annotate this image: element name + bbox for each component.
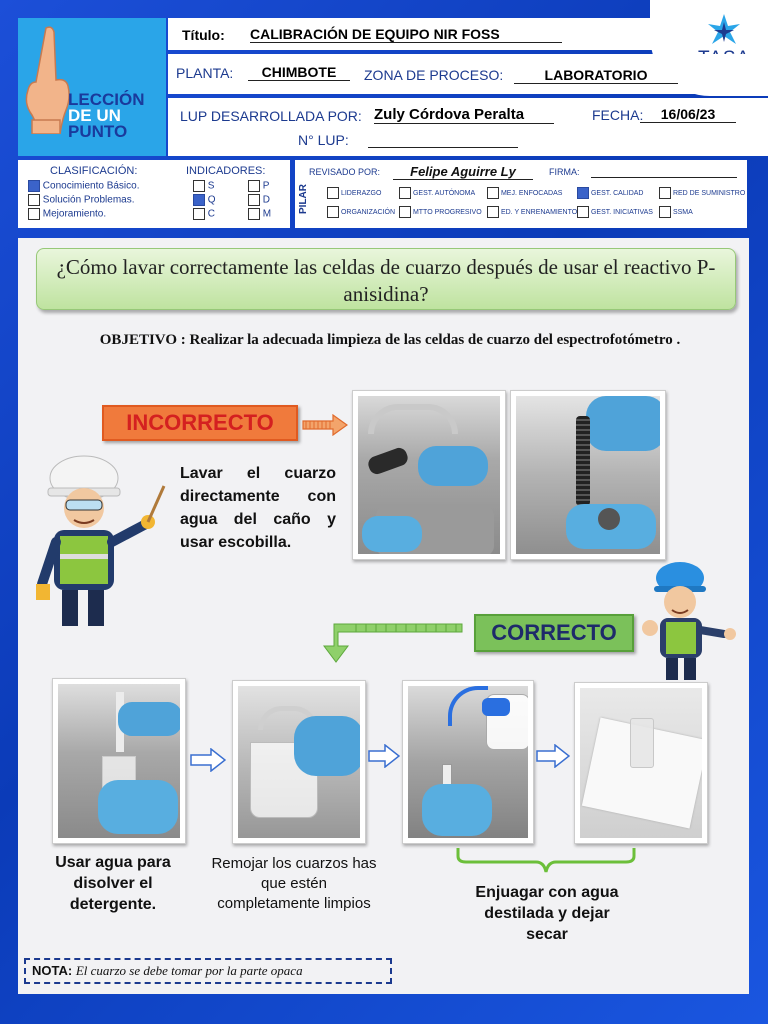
checkbox[interactable] xyxy=(327,187,339,199)
glove-shape xyxy=(422,784,492,836)
indicator-item[interactable] xyxy=(193,180,214,192)
note-label: NOTA: xyxy=(32,963,73,978)
pillar-item[interactable] xyxy=(327,187,381,199)
pillar-panel xyxy=(295,160,747,228)
glove-shape xyxy=(98,780,178,834)
glove-shape xyxy=(362,516,422,552)
brush-shape xyxy=(576,416,590,506)
lup-author-value: Zuly Córdova Peralta xyxy=(374,106,554,124)
plant-label: PLANTA: xyxy=(176,65,234,81)
signature-line xyxy=(591,164,737,178)
checkbox[interactable] xyxy=(659,206,671,218)
logo-line-2: DE UN xyxy=(68,106,121,125)
photo-step-2 xyxy=(232,680,366,844)
checkbox[interactable] xyxy=(577,206,589,218)
step-2-caption: Remojar los cuarzos has que estén completamente limpios xyxy=(211,855,377,912)
photo-step-1 xyxy=(52,678,186,844)
date-label: FECHA: xyxy=(592,107,644,123)
checkbox[interactable] xyxy=(487,206,499,218)
arrow-right-icon xyxy=(302,414,348,436)
pillar-item[interactable] xyxy=(327,206,395,218)
pillar-item-label: MTTO PROGRESIVO xyxy=(412,208,482,216)
photo-image xyxy=(58,684,180,838)
arrow-right-icon xyxy=(190,748,226,772)
pillar-item[interactable] xyxy=(659,206,693,218)
worker-thumbs-up-illustration xyxy=(640,558,740,682)
checkbox-checked[interactable] xyxy=(28,180,40,192)
lup-logo xyxy=(18,18,166,156)
checkbox[interactable] xyxy=(248,208,260,220)
brush-shape xyxy=(366,446,410,477)
photo-image xyxy=(408,686,528,838)
indicators-title: INDICADORES: xyxy=(186,165,266,177)
arrow-right-icon xyxy=(368,744,400,768)
photo-step-3 xyxy=(402,680,534,844)
pillar-item-label: ED. Y ENRENAMIENTO xyxy=(500,208,578,216)
plant-row xyxy=(168,54,768,94)
pillar-item-label: MEJ. ENFOCADAS xyxy=(500,189,563,197)
checkbox-checked[interactable] xyxy=(577,187,589,199)
reviewed-by-value: Felipe Aguirre Ly xyxy=(393,164,533,180)
logo-text xyxy=(68,92,145,140)
question-banner: ¿Cómo lavar correctamente las celdas de cuarzo después de usar el reactivo P-anisidina? xyxy=(36,248,736,310)
reviewed-by-label: REVISADO POR: xyxy=(309,167,381,177)
worker-pointing-illustration xyxy=(34,450,170,630)
checkbox[interactable] xyxy=(659,187,671,199)
classification-item[interactable] xyxy=(28,208,106,220)
checkbox[interactable] xyxy=(327,206,339,218)
note-text: El cuarzo se debe tomar por la parte opaca xyxy=(75,963,303,978)
arrow-right-icon xyxy=(536,744,570,768)
checkbox[interactable] xyxy=(399,206,411,218)
pillar-item-label: ORGANIZACIÓN xyxy=(340,208,396,216)
zone-label: ZONA DE PROCESO: xyxy=(364,67,504,83)
pillar-item[interactable] xyxy=(659,187,745,199)
pillar-item[interactable] xyxy=(399,206,482,218)
lup-number-label: N° LUP: xyxy=(298,132,349,148)
zone-value: LABORATORIO xyxy=(514,67,678,84)
indicator-item[interactable] xyxy=(248,180,269,192)
indicator-item[interactable] xyxy=(248,194,270,206)
drain-shape xyxy=(598,508,620,530)
step-1-caption: Usar agua para disolver el detergente. xyxy=(55,854,171,913)
pillar-item-label: GEST. AUTÓNOMA xyxy=(412,189,476,197)
logo-line-3: PUNTO xyxy=(68,122,128,141)
bracket-icon xyxy=(454,846,640,880)
title-label: Título: xyxy=(182,27,225,43)
faucet-shape xyxy=(368,404,458,434)
incorrect-label: INCORRECTO xyxy=(102,405,298,441)
glove-shape xyxy=(586,396,660,451)
classification-label: Mejoramiento. xyxy=(42,208,107,220)
step-3-caption: Enjuagar con agua destilada y dejar secar xyxy=(475,884,619,943)
date-value: 16/06/23 xyxy=(640,106,736,123)
photo-incorrect-brush xyxy=(510,390,666,560)
photo-incorrect-faucet xyxy=(352,390,506,560)
checkbox[interactable] xyxy=(248,194,260,206)
bottle-tube-shape xyxy=(448,686,488,726)
plant-value: CHIMBOTE xyxy=(248,64,350,81)
checkbox[interactable] xyxy=(248,180,260,192)
indicator-item[interactable] xyxy=(193,194,216,206)
indicator-label: C xyxy=(207,208,216,220)
lup-row xyxy=(168,98,768,156)
photo-step-4 xyxy=(574,682,708,844)
correct-label: CORRECTO xyxy=(474,614,634,652)
quartz-cell-shape xyxy=(630,718,654,768)
classification-panel xyxy=(18,160,290,228)
signature-label: FIRMA: xyxy=(549,167,580,177)
pillar-item-label: GEST. CALIDAD xyxy=(590,189,644,197)
indicator-item[interactable] xyxy=(248,208,271,220)
photo-image xyxy=(580,688,702,838)
pillar-item-label: SSMA xyxy=(672,208,693,216)
classification-title: CLASIFICACIÓN: xyxy=(50,165,138,177)
checkbox[interactable] xyxy=(28,194,40,206)
checkbox[interactable] xyxy=(28,208,40,220)
photo-image xyxy=(358,396,500,554)
indicator-label: P xyxy=(262,180,270,192)
checkbox[interactable] xyxy=(399,187,411,199)
photo-image xyxy=(516,396,660,554)
classification-label: Solución Problemas. xyxy=(42,194,135,206)
pillar-item-label: RED DE SUMINISTRO xyxy=(672,189,746,197)
pillar-item-label: LIDERAZGO xyxy=(340,189,382,197)
objective-text: OBJETIVO : Realizar la adecuada limpieza de las celdas de cuarzo del espectrofotómetro . xyxy=(99,332,681,348)
glove-shape xyxy=(118,702,180,736)
checkbox[interactable] xyxy=(193,208,205,220)
arrow-down-icon xyxy=(316,620,464,664)
pillar-item[interactable] xyxy=(487,187,562,199)
checkbox[interactable] xyxy=(193,180,205,192)
glove-shape xyxy=(418,446,488,486)
pillar-item[interactable] xyxy=(399,187,475,199)
photo-image xyxy=(238,686,360,838)
checkbox-checked[interactable] xyxy=(193,194,205,206)
incorrect-description: Lavar el cuarzo directamente con agua del caño y usar escobilla. xyxy=(180,465,336,551)
note-box xyxy=(24,958,392,984)
indicator-label: M xyxy=(262,208,272,220)
indicator-label: Q xyxy=(207,194,216,206)
indicator-label: D xyxy=(262,194,271,206)
indicator-label: S xyxy=(207,180,215,192)
logo-line-1: LECCIÓN xyxy=(68,90,145,109)
indicator-item[interactable] xyxy=(193,208,215,220)
pillar-item-label: GEST. INICIATIVAS xyxy=(590,208,653,216)
pillar-item[interactable] xyxy=(577,187,643,199)
checkbox[interactable] xyxy=(487,187,499,199)
pillar-item[interactable] xyxy=(577,206,653,218)
classification-item[interactable] xyxy=(28,194,135,206)
pillar-item[interactable] xyxy=(487,206,577,218)
classification-item[interactable] xyxy=(28,180,140,192)
lup-author-label: LUP DESARROLLADA POR: xyxy=(180,108,362,124)
title-value: CALIBRACIÓN DE EQUIPO NIR FOSS xyxy=(250,26,562,43)
tasa-star-icon xyxy=(706,12,742,48)
classification-label: Conocimiento Básico. xyxy=(42,180,140,192)
glove-shape xyxy=(294,716,360,776)
pillar-label: PILAR xyxy=(298,184,309,214)
title-row xyxy=(168,18,658,50)
pointing-hand-icon xyxy=(24,24,74,134)
lup-number-value xyxy=(368,132,518,148)
